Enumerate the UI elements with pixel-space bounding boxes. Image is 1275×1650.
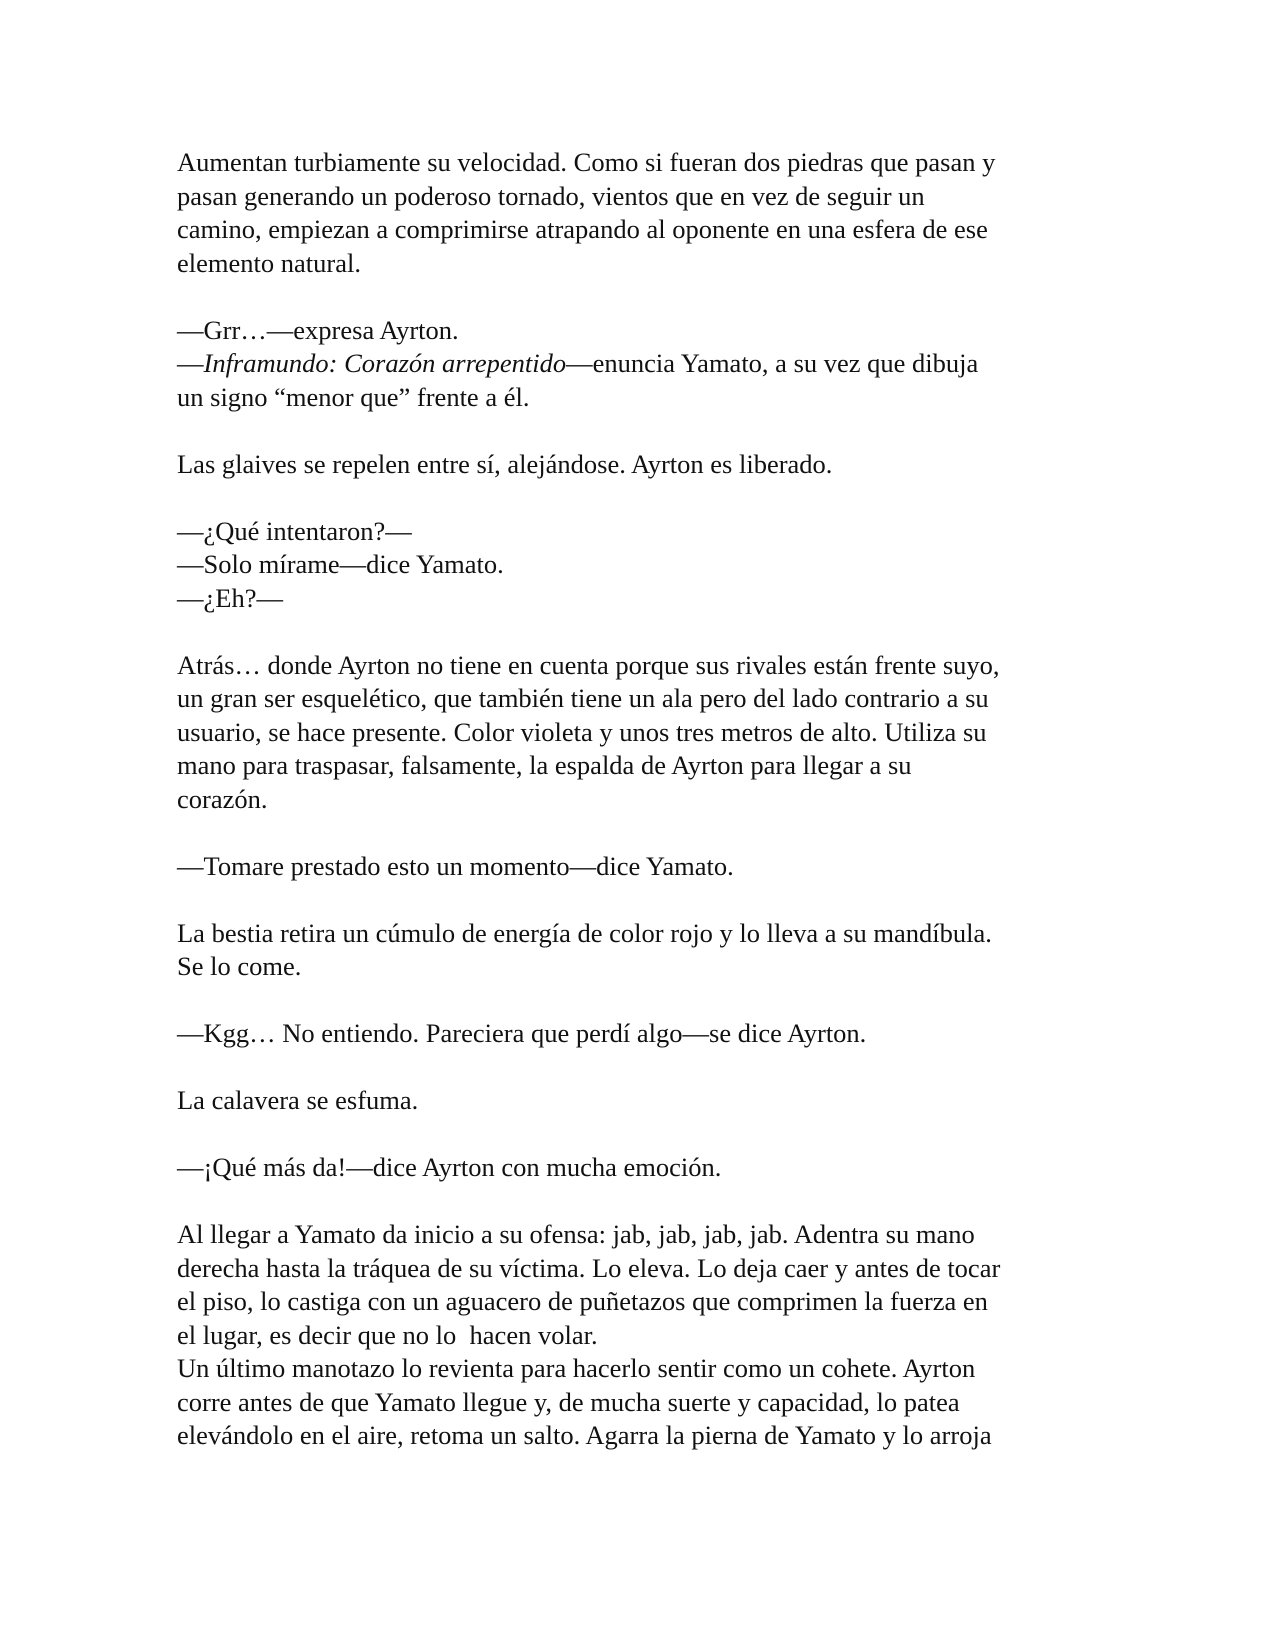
text-line: un gran ser esquelético, que también tiene un ala pero del lado contrario a su [177, 683, 989, 713]
paragraph-gap [177, 280, 1097, 314]
paragraph-gap [177, 615, 1097, 649]
dialogue-line: —Kgg… No entiendo. Pareciera que perdí algo—se dice Ayrton. [177, 1018, 867, 1048]
text-line: La bestia retira un cúmulo de energía de color rojo y lo lleva a su mandíbula. [177, 917, 992, 948]
dialogue-tag: —enuncia Yamato, a su vez que dibuja [566, 348, 979, 378]
text-line: corazón. [177, 783, 268, 814]
text-line: Un último manotazo lo revienta para hacerlo sentir como un cohete. Ayrton [177, 1353, 976, 1383]
text-line: elemento natural. [177, 247, 361, 278]
paragraph [177, 1218, 1097, 1453]
dialogue-block [177, 515, 1097, 616]
dialogue-line: —¿Eh?— [177, 582, 283, 613]
dialogue-block [177, 1151, 1097, 1185]
paragraph-gap [177, 1185, 1097, 1219]
text-line: el piso, lo castiga con un aguacero de puñetazos que comprimen la fuerza en [177, 1286, 988, 1316]
dialogue-line: —Grr…—expresa Ayrton. [177, 314, 459, 345]
paragraph-gap [177, 1118, 1097, 1152]
dialogue-line [177, 347, 1097, 381]
paragraph [177, 917, 1097, 984]
text-line: elevándolo en el aire, retoma un salto. Agarra la pierna de Yamato y lo arroja [177, 1420, 992, 1450]
paragraph [177, 146, 1097, 280]
dialogue-line: —¡Qué más da!—dice Ayrton con mucha emoción. [177, 1152, 722, 1182]
text-line: camino, empiezan a comprimirse atrapando al oponente en una esfera de ese [177, 214, 988, 244]
text-line: mano para traspasar, falsamente, la espalda de Ayrton para llegar a su [177, 750, 912, 780]
dialogue-line: —Tomare prestado esto un momento—dice Yamato. [177, 850, 734, 881]
text-line: Al llegar a Yamato da inicio a su ofensa: jab, jab, jab, jab. Adentra su mano [177, 1219, 975, 1249]
dialogue-block [177, 314, 1097, 415]
dialogue-block [177, 1017, 1097, 1051]
text-line: Las glaives se repelen entre sí, alejándose. Ayrton es liberado. [177, 448, 833, 479]
dialogue-line: —¿Qué intentaron?— [177, 515, 412, 546]
paragraph-gap [177, 984, 1097, 1018]
paragraph [177, 649, 1097, 817]
paragraph [177, 448, 1097, 482]
text-line: Aumentan turbiamente su velocidad. Como si fueran dos piedras que pasan y [177, 147, 996, 177]
paragraph-gap [177, 883, 1097, 917]
paragraph-gap [177, 481, 1097, 515]
dialogue-dash: — [177, 348, 204, 378]
dialogue-block [177, 850, 1097, 884]
paragraph [177, 1084, 1097, 1118]
text-line: usuario, se hace presente. Color violeta y unos tres metros de alto. Utiliza su [177, 716, 987, 747]
paragraph-gap [177, 414, 1097, 448]
text-line: pasan generando un poderoso tornado, vientos que en vez de seguir un [177, 180, 925, 211]
paragraph-gap [177, 816, 1097, 850]
text-line: Se lo come. [177, 951, 302, 981]
text-line: un signo “menor que” frente a él. [177, 381, 530, 412]
text-line: el lugar, es decir que no lo hacen volar. [177, 1319, 598, 1350]
dialogue-line: —Solo mírame—dice Yamato. [177, 549, 504, 579]
text-line: La calavera se esfuma. [177, 1085, 419, 1115]
text-line: derecha hasta la tráquea de su víctima. Lo eleva. Lo deja caer y antes de tocar [177, 1252, 1001, 1283]
document-body [177, 146, 1097, 1453]
paragraph-gap [177, 1051, 1097, 1085]
text-line: Atrás… donde Ayrton no tiene en cuenta porque sus rivales están frente suyo, [177, 649, 1000, 680]
text-line: corre antes de que Yamato llegue y, de mucha suerte y capacidad, lo patea [177, 1386, 960, 1417]
technique-name: Inframundo: Corazón arrepentido [203, 348, 567, 378]
